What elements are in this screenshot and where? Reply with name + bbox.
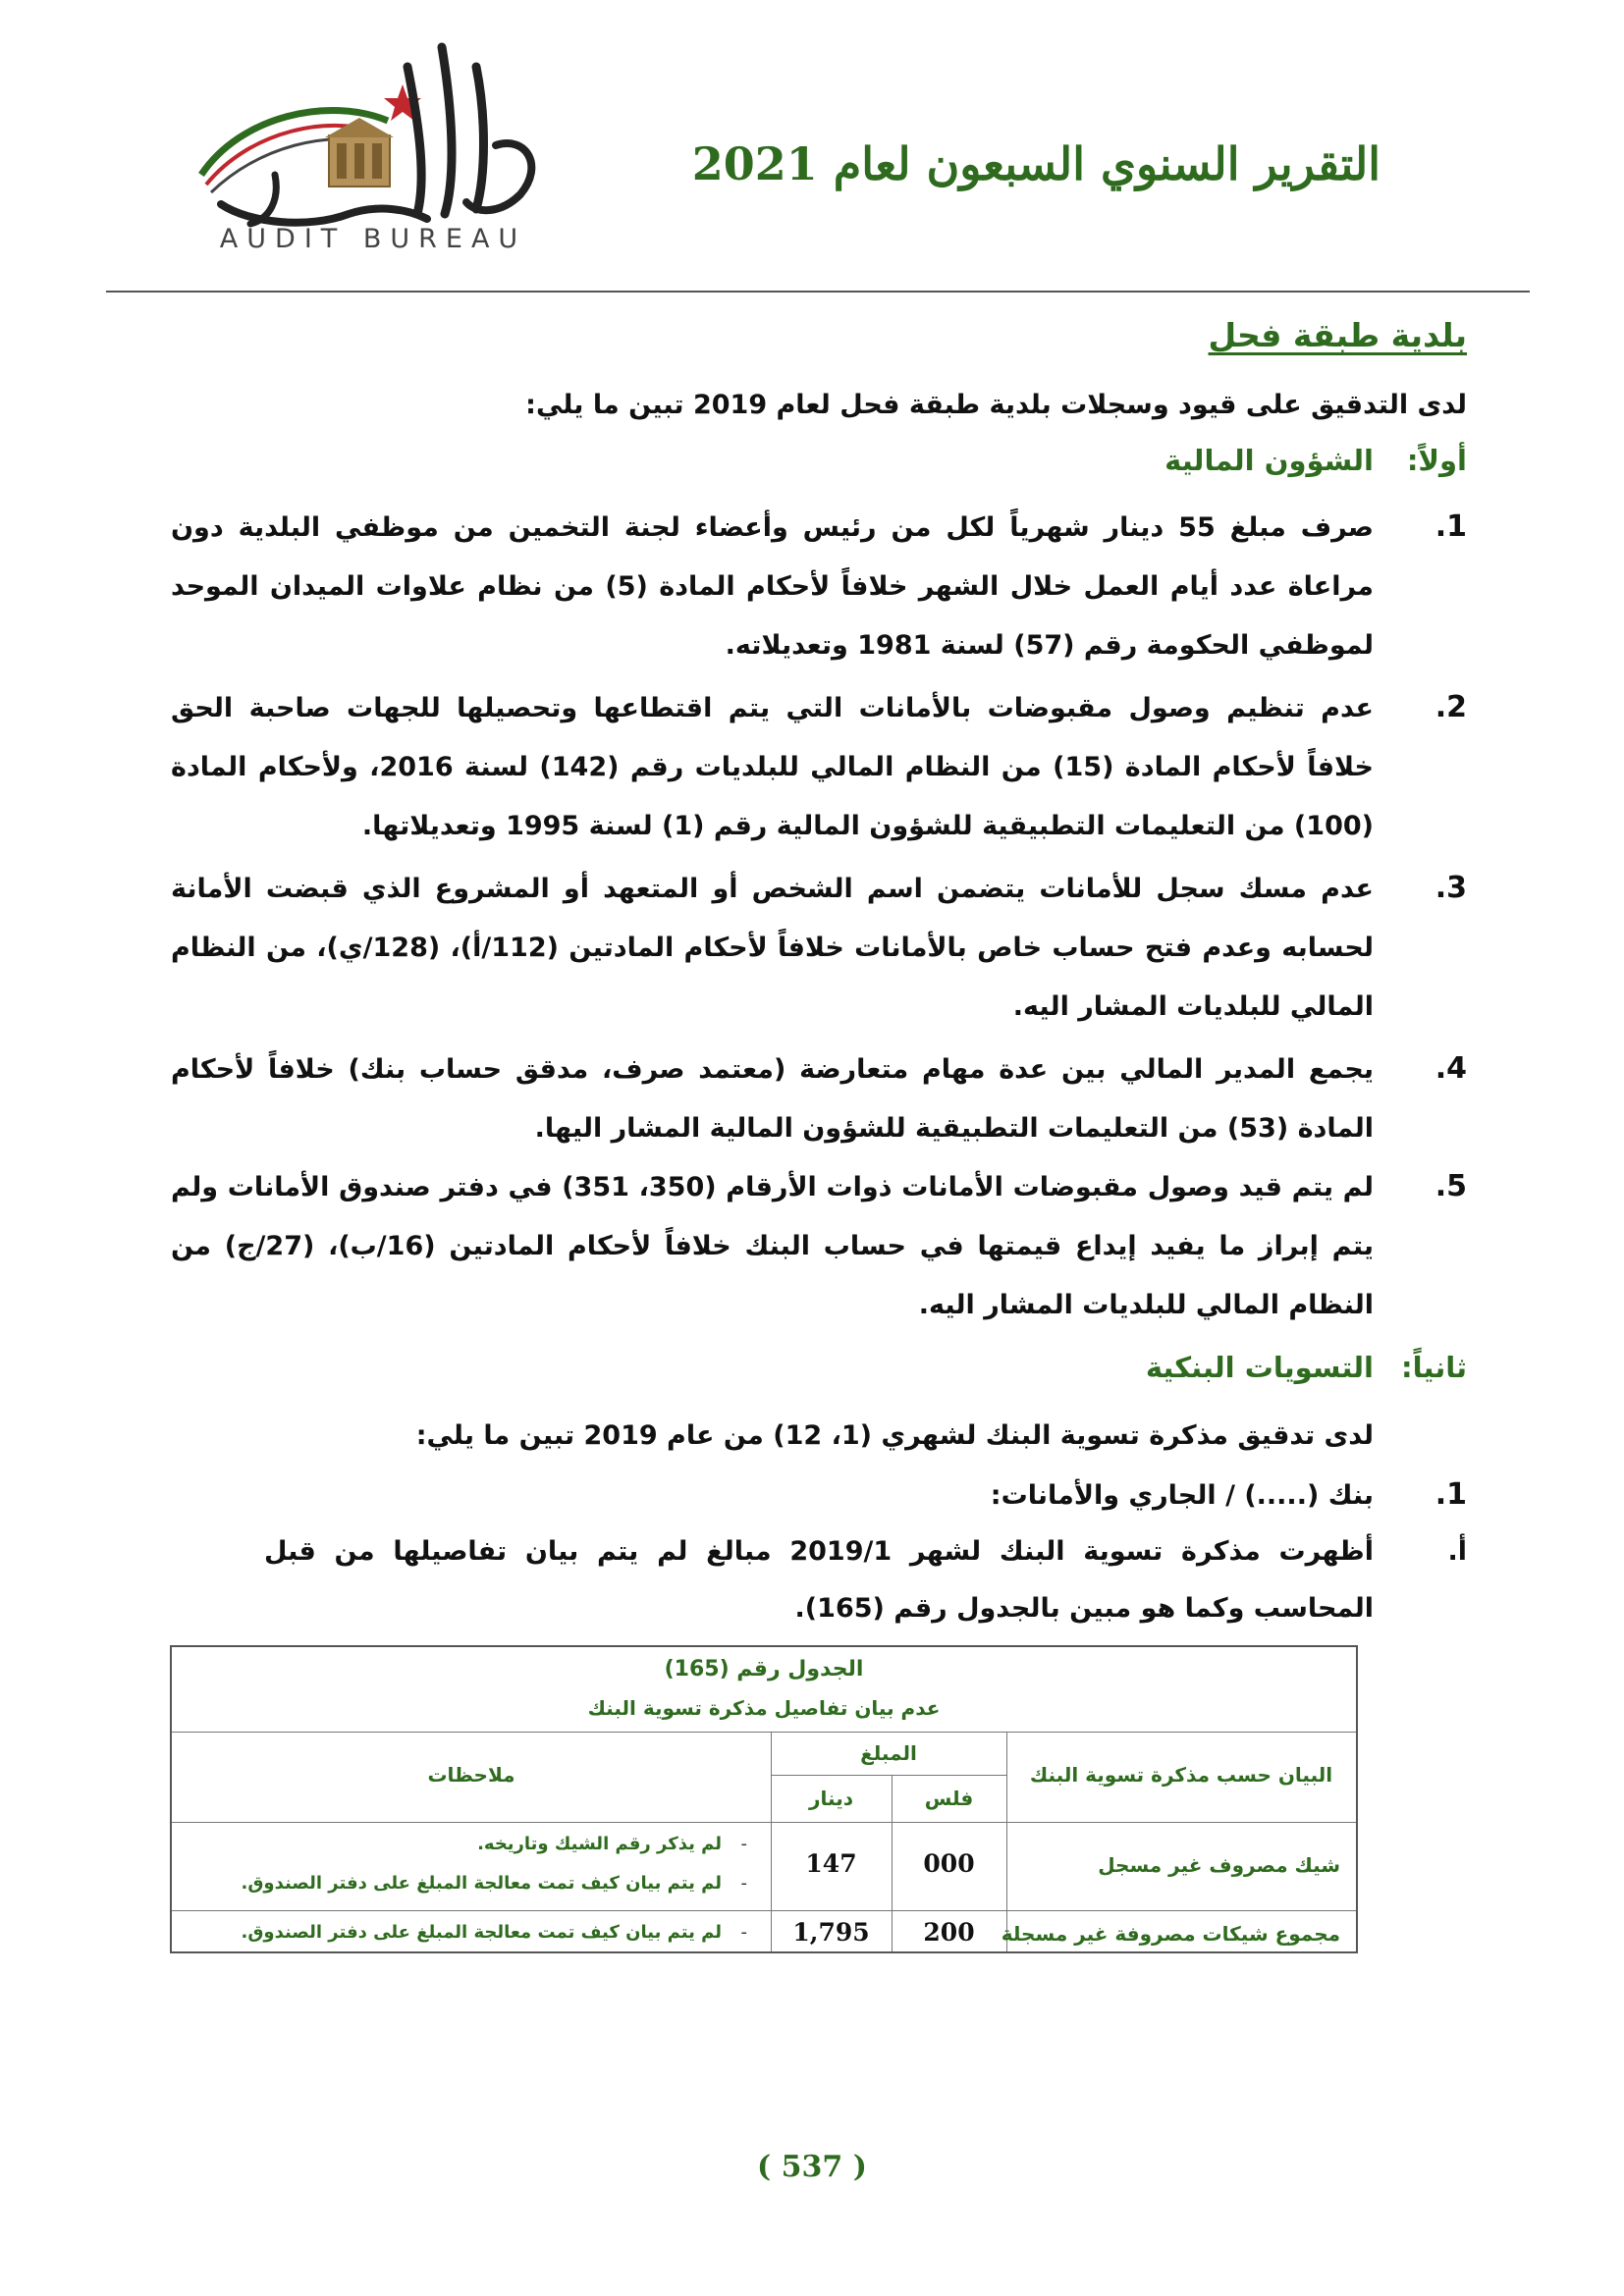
table-title: الجدول رقم (165) xyxy=(664,1657,864,1682)
row1-note-1: لم يذكر رقم الشيك وتاريخه. xyxy=(477,1834,722,1854)
list-item xyxy=(161,860,1467,1037)
row1-dash-1: - xyxy=(740,1834,747,1854)
table-rule xyxy=(172,1732,1356,1733)
bank-intro-paragraph: لدى تدقيق مذكرة تسوية البنك لشهري (1، 12) من عام 2019 تبين ما يلي: xyxy=(415,1420,1374,1451)
section-ordinal: أولاً: xyxy=(1406,444,1467,477)
table-rule xyxy=(172,1910,1356,1911)
sub-item-text: أظهرت مذكرة تسوية البنك لشهر 2019/1 مبالغ لم يتم بيان تفاصيلها من قبل المحاسب وكما هو مبين بالجدول رقم (165). xyxy=(264,1536,1374,1624)
section-financial-affairs xyxy=(1164,444,1467,477)
municipality-title: بلدية طبقة فحل xyxy=(1208,316,1467,354)
row2-fils: 200 xyxy=(923,1918,975,1947)
item-text: عدم مسك سجل للأمانات يتضمن اسم الشخص أو المتعهد أو المشروع الذي قبضت الأمانة لحسابه وعدم فتح حساب خاص بالأمانات خلافاً لأحكام المادتين (112/أ)، (128/ي)، من النظام المالي للبلديات المشار اليه. xyxy=(171,874,1374,1022)
row1-dash-2: - xyxy=(740,1873,747,1894)
row1-dinar: 147 xyxy=(805,1849,857,1878)
item-text: عدم تنظيم وصول مقبوضات بالأمانات التي يتم اقتطاعها وتحصيلها للجهات صاحبة الحق خلافاً لأحكام المادة (15) من النظام المالي للبلديات رقم (142) لسنة 2016، ولأحكام المادة (100) من التعليمات التطبيقية للشؤون المالية رقم (1) لسنة 1995 وتعديلاتها. xyxy=(171,693,1374,841)
item-number: 5. xyxy=(1435,1169,1467,1203)
intro-paragraph: لدى التدقيق على قيود وسجلات بلدية طبقة فحل لعام 2019 تبين ما يلي: xyxy=(525,390,1467,420)
list-item xyxy=(161,499,1467,675)
list-item xyxy=(161,1041,1467,1158)
header-dinar: دينار xyxy=(809,1787,853,1810)
item-number: 2. xyxy=(1435,690,1467,724)
header-amount: المبلغ xyxy=(860,1741,917,1765)
item-number: 1. xyxy=(1435,509,1467,544)
section-title: الشؤون المالية xyxy=(1164,444,1374,477)
sub-item-letter: أ. xyxy=(1447,1536,1467,1567)
item-number: 4. xyxy=(1435,1051,1467,1086)
row2-dash-1: - xyxy=(740,1922,747,1943)
row2-description: مجموع شيكات مصروفة غير مسجلة xyxy=(1001,1922,1340,1946)
item-number: 1. xyxy=(1435,1477,1467,1512)
header-description: البيان حسب مذكرة تسوية البنك xyxy=(1029,1763,1333,1787)
page-number: ( 537 ) xyxy=(757,2150,867,2184)
list-item xyxy=(161,679,1467,856)
table-rule xyxy=(172,1822,1356,1823)
bank-item xyxy=(161,1467,1467,1525)
header-fils: فلس xyxy=(924,1787,974,1810)
table-subtitle: عدم بيان تفاصيل مذكرة تسوية البنك xyxy=(587,1696,941,1720)
table-rule xyxy=(771,1775,1006,1776)
section-ordinal: ثانياً: xyxy=(1401,1351,1467,1384)
header-divider xyxy=(106,291,1530,293)
item-text: يجمع المدير المالي بين عدة مهام متعارضة (معتمد صرف، مدقق حساب بنك) خلافاً لأحكام المادة (53) من التعليمات التطبيقية للشؤون المالية المشار اليها. xyxy=(171,1054,1374,1144)
row2-dinar: 1,795 xyxy=(792,1918,870,1947)
section-title: التسويات البنكية xyxy=(1145,1351,1374,1384)
item-number: 3. xyxy=(1435,871,1467,905)
row1-note-2: لم يتم بيان كيف تمت معالجة المبلغ على دفتر الصندوق. xyxy=(241,1873,722,1894)
sub-item xyxy=(240,1523,1467,1637)
report-title: التقرير السنوي السبعون لعام 2021 xyxy=(691,137,1380,190)
item-text: لم يتم قيد وصول مقبوضات الأمانات ذوات الأرقام (350، 351) في دفتر صندوق الأمانات ولم يتم إبراز ما يفيد إيداع قيمتها في حساب البنك خلافاً لأحكام المادتين (16/ب)، (27/ج) من النظام المالي للبلديات المشار اليه. xyxy=(171,1172,1374,1320)
list-item xyxy=(161,1158,1467,1335)
row1-fils: 000 xyxy=(923,1849,975,1878)
header-notes: ملاحظات xyxy=(427,1763,515,1787)
item-text: بنك (.....) / الجاري والأمانات: xyxy=(990,1480,1374,1511)
row1-description: شيك مصروف غير مسجل xyxy=(1098,1853,1340,1877)
row2-note-1: لم يتم بيان كيف تمت معالجة المبلغ على دفتر الصندوق. xyxy=(241,1922,722,1943)
logo-caption: AUDIT BUREAU xyxy=(219,224,527,254)
item-text: صرف مبلغ 55 دينار شهرياً لكل من رئيس وأعضاء لجنة التخمين من موظفي البلدية دون مراعاة عدد أيام العمل خلال الشهر خلافاً لأحكام المادة (5) من نظام علاوات الميدان الموحد لموظفي الحكومة رقم (57) لسنة 1981 وتعديلاته. xyxy=(171,512,1374,661)
section-bank-reconciliations xyxy=(1146,1351,1467,1384)
table-165 xyxy=(170,1645,1358,1953)
